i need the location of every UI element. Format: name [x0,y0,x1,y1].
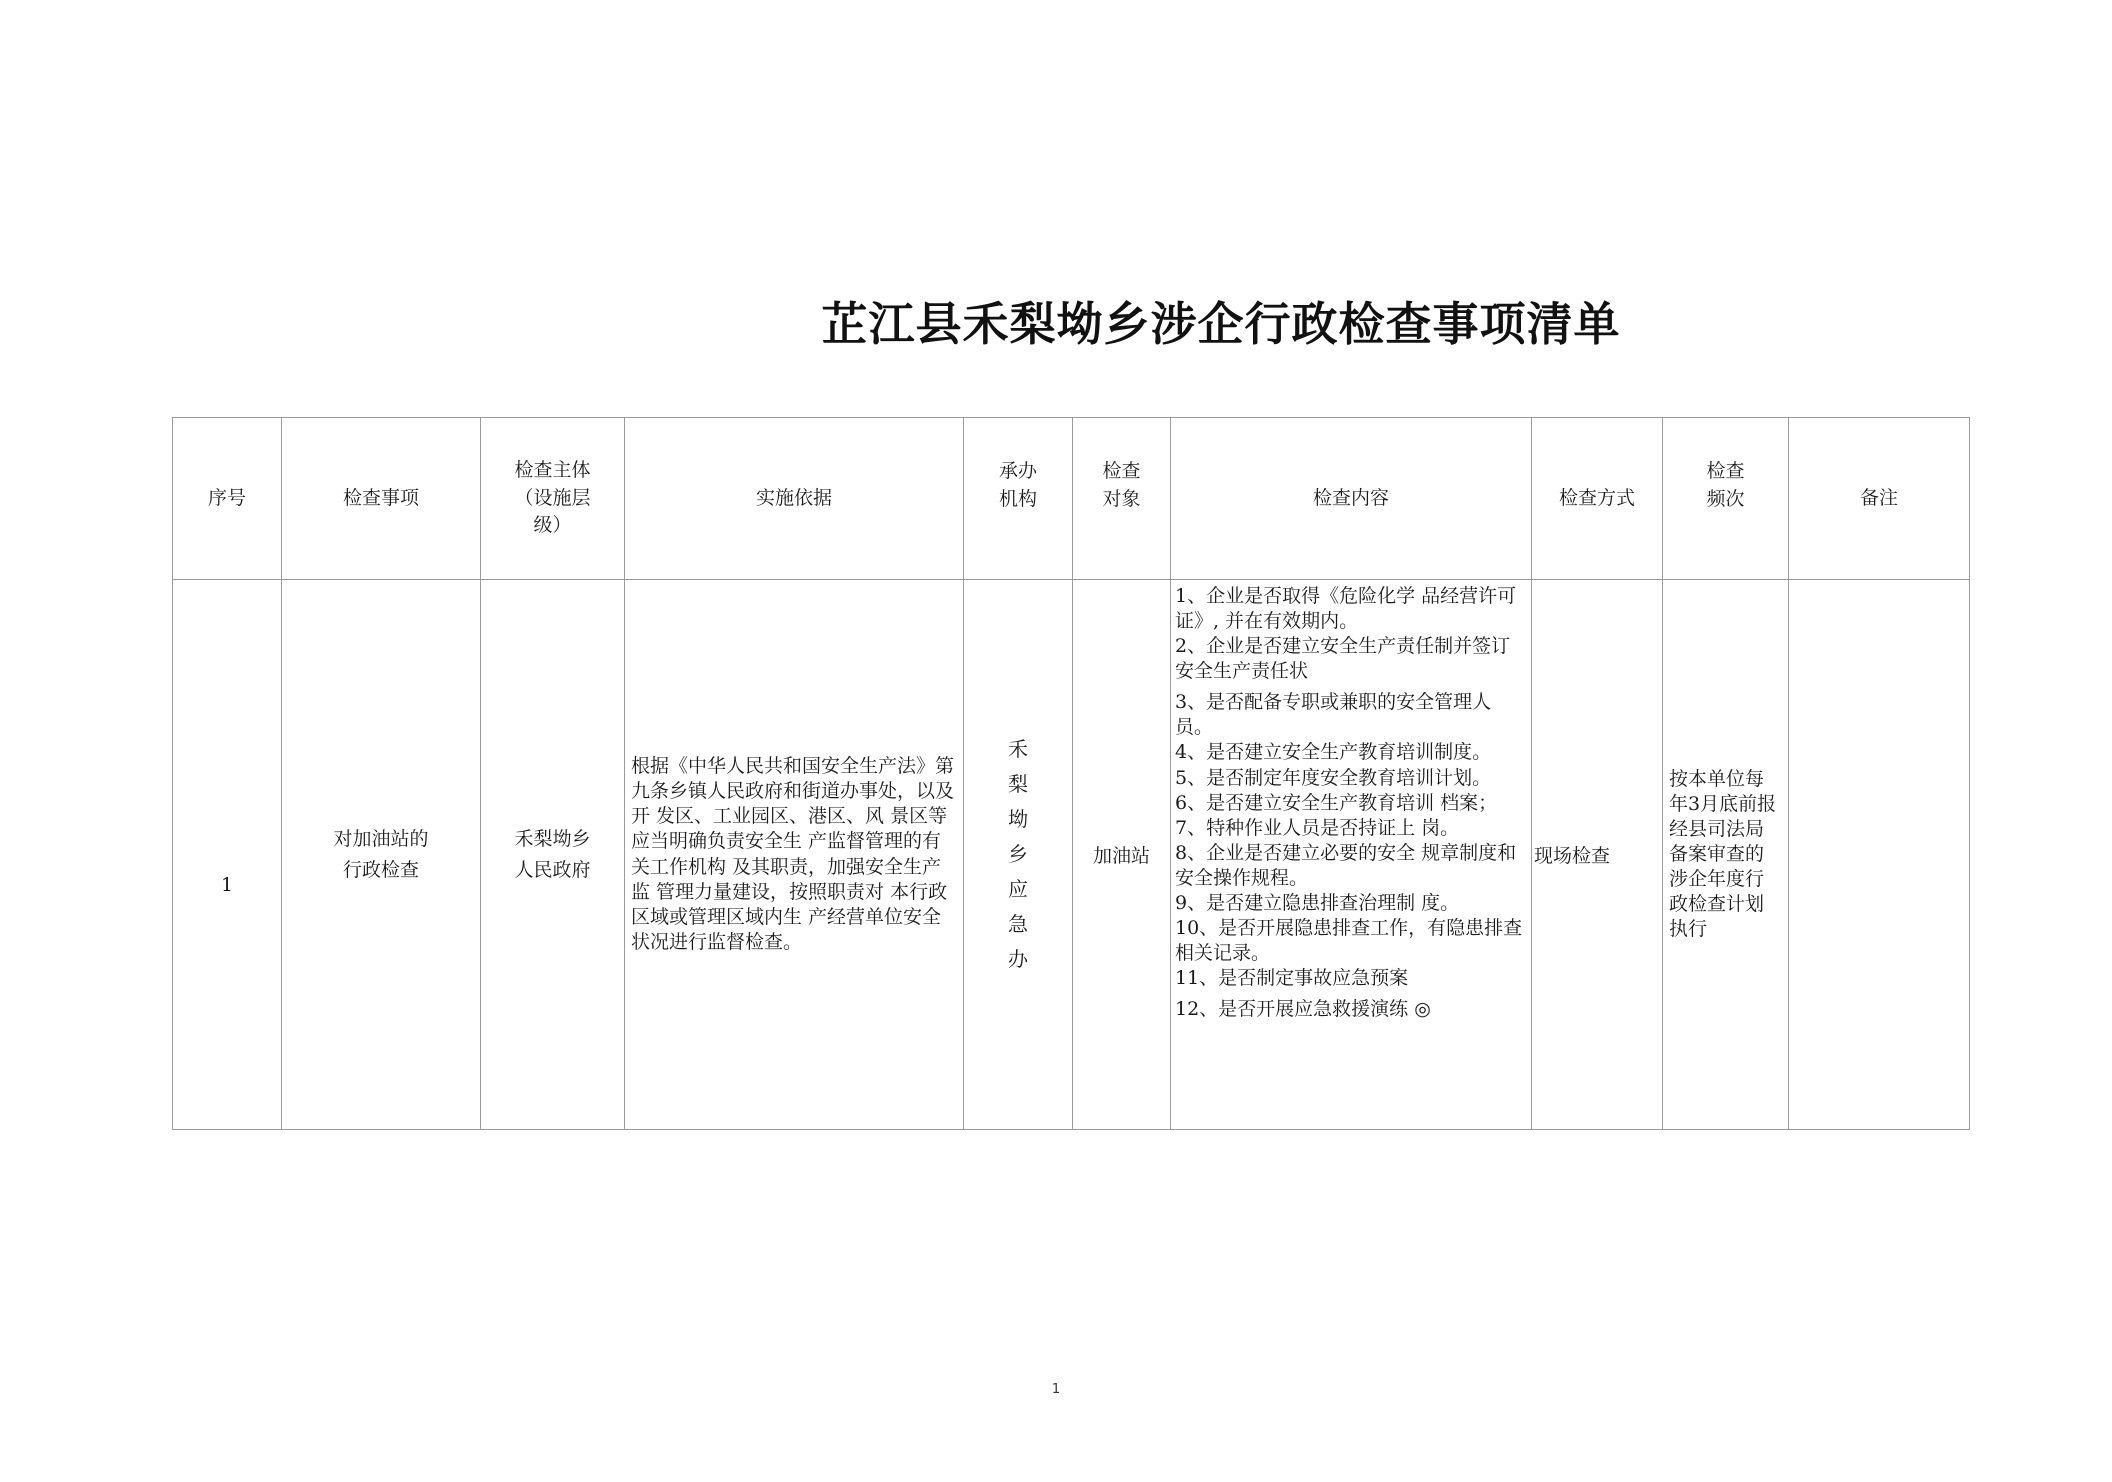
agency-char: 应 [1008,877,1028,901]
content-list-item: 5、是否制定年度安全教育培训计划。 [1175,766,1492,789]
content-list-item: 6、是否建立安全生产教育培训 档案； [1175,791,1498,814]
cell-basis: 根据《中华人民共和国安全生产法》第九条乡镇人民政府和街道办事处，以及开 发区、工业园区、港区、风 景区等应当明确负责安全生 产监督管理的有关工作机构 及其职责，加强安全生产监 管理力量建设，按照职责对 本行政区域或管理区域内生 产经营单位安全状况进行监督检查。 [625,580,964,1130]
content-list-item: 2、企业是否建立安全生产责任制并签订安全生产责任状 [1175,635,1511,683]
cell-agency [964,580,1073,1130]
page-number: 1 [1051,1382,1061,1397]
header-frequency-line1: 检查 [1706,460,1745,482]
cell-subject-line2: 人民政府 [514,858,591,881]
header-seq: 序号 [173,418,282,580]
content-list-item: 11、是否制定事故应急预案 [1175,967,1409,990]
header-frequency [1663,418,1789,580]
agency-char: 乡 [1008,842,1028,866]
cell-remarks [1789,580,1970,1130]
content-list-item: 12、是否开展应急救援演练 ◎ [1175,998,1431,1021]
document-title: 芷江县禾梨坳乡涉企行政检查事项清单 [821,297,1621,351]
header-subject-line2: （设施层 [514,486,591,509]
content-list-item: 1、企业是否取得《危险化学 品经营许可证》, 并在有效期内。 [1175,585,1517,633]
cell-item-line1: 对加油站的 [333,828,429,851]
header-target [1073,418,1171,580]
content-list-item: 10、是否开展隐患排查工作，有隐患排查相关记录。 [1175,917,1523,965]
agency-char: 急 [1008,912,1028,936]
table-row [173,580,1970,1130]
agency-char: 梨 [1008,772,1028,796]
header-method: 检查方式 [1532,418,1663,580]
agency-char: 禾 [1008,737,1028,761]
header-target-line2: 对象 [1102,487,1141,510]
cell-subject-line1: 禾梨坳乡 [514,828,591,851]
header-agency-line1: 承办 [998,460,1037,482]
header-content: 检查内容 [1171,418,1532,580]
inspection-table [172,417,1970,1130]
header-agency-line2: 机构 [998,487,1037,510]
header-agency [964,418,1073,580]
cell-item [282,580,481,1130]
table-header-row [173,418,1970,580]
content-list-item: 3、是否配备专职或兼职的安全管理人员。 [1175,691,1492,739]
header-remarks: 备注 [1789,418,1970,580]
cell-content [1171,580,1532,1130]
cell-item-line2: 行政检查 [342,858,419,881]
content-list-item: 4、是否建立安全生产教育培训制度。 [1175,741,1492,764]
content-list-item: 9、是否建立隐患排查治理制 度。 [1175,891,1460,914]
cell-frequency: 按本单位每年3月底前报经县司法局备案审查的涉企年度行政检查计划执行 [1663,580,1789,1130]
cell-target: 加油站 [1073,580,1171,1130]
cell-subject [481,580,625,1130]
header-frequency-line2: 频次 [1706,487,1745,510]
content-list-item: 7、特种作业人员是否持证上 岗。 [1175,816,1460,839]
header-subject-line1: 检查主体 [514,459,591,482]
header-basis: 实施依据 [625,418,964,580]
agency-char: 办 [1008,947,1028,971]
header-subject [481,418,625,580]
header-item: 检查事项 [282,418,481,580]
cell-method: 现场检查 [1532,580,1663,1130]
header-target-line1: 检查 [1102,460,1141,482]
cell-seq: 1 [173,580,282,1130]
content-list-item: 8、企业是否建立必要的安全 规章制度和安全操作规程。 [1175,841,1517,889]
agency-char: 坳 [1008,807,1028,831]
header-subject-line3: 级） [533,514,572,537]
